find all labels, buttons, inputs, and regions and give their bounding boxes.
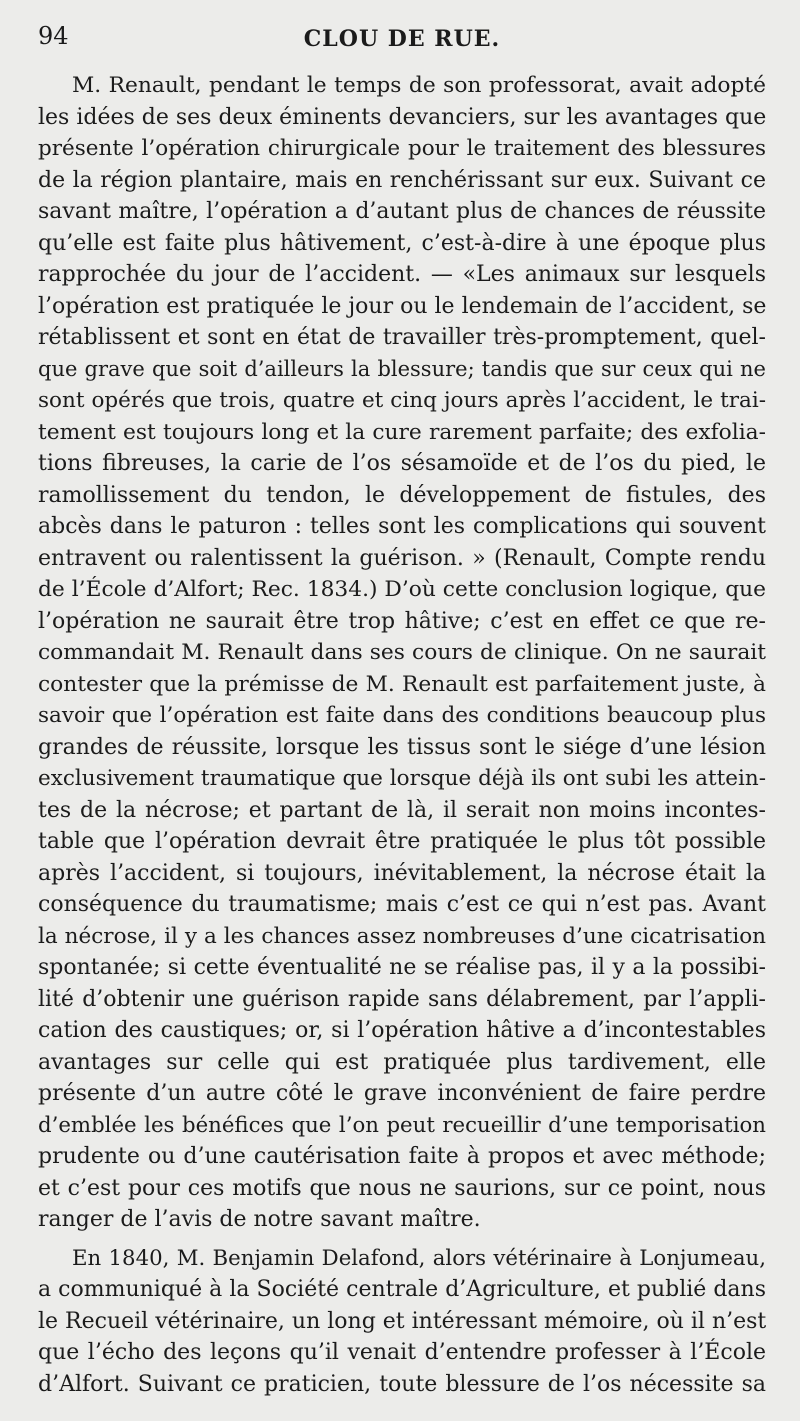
text-line: présente l’opération chirurgicale pour le traitement des blessures — [38, 136, 766, 161]
page-number: 94 — [38, 22, 69, 50]
text-line: contester que la prémisse de M. Renault est parfaitement juste, à — [38, 671, 766, 697]
text-line: tement est toujours long et la cure rarement parfaite; des exfolia- — [38, 419, 766, 445]
text-line: abcès dans le paturon : telles sont les complications qui souvent — [38, 514, 766, 539]
text-line: savoir que l’opération est faite dans des conditions beaucoup plus — [38, 703, 766, 728]
text-line: sont opérés que trois, quatre et cinq jours après l’accident, le trai- — [38, 388, 766, 413]
text-line: présente d’un autre côté le grave inconvénient de faire perdre — [38, 1081, 766, 1106]
text-line: En 1840, M. Benjamin Delafond, alors vétérinaire à Lonjumeau, — [72, 1245, 766, 1271]
paragraph-2 — [38, 1243, 766, 1401]
text-line: M. Renault, pendant le temps de son professorat, avait adopté — [72, 73, 766, 98]
text-line: tes de la nécrose; et partant de là, il serait non moins incontes- — [38, 797, 766, 823]
text-line: commandait M. Renault dans ses cours de clinique. On ne saurait — [38, 640, 766, 665]
text-line: rapprochée du jour de l’accident. — «Les animaux sur lesquels — [38, 262, 766, 287]
text-line: l’opération ne saurait être trop hâtive; c’est en effet ce que re- — [38, 608, 766, 634]
text-line: de l’École d’Alfort; Rec. 1834.) D’où cette conclusion logique, que — [38, 577, 767, 602]
text-line: prudente ou d’une cautérisation faite à propos et avec méthode; — [38, 1144, 766, 1169]
text-line: et c’est pour ces motifs que nous ne saurions, sur ce point, nous — [38, 1175, 766, 1201]
text-line: spontanée; si cette éventualité ne se réalise pas, il y a la possibi- — [38, 955, 766, 980]
text-line: rétablissent et sont en état de travailler très-promptement, quel- — [38, 325, 766, 350]
running-title: CLOU DE RUE. — [303, 26, 501, 52]
text-line: conséquence du traumatisme; mais c’est ce qui n’est pas. Avant — [38, 892, 766, 917]
text-line: a communiqué à la Société centrale d’Agriculture, et publié dans — [38, 1277, 766, 1302]
text-line: qu’elle est faite plus hâtivement, c’est-à-dire à une époque plus — [38, 230, 766, 256]
text-line: cation des caustiques; or, si l’opération hâtive a d’incontestables — [38, 1018, 766, 1043]
text-line: après l’accident, si toujours, inévitablement, la nécrose était la — [38, 860, 766, 886]
text-line: exclusivement traumatique que lorsque déjà ils ont subi les attein- — [38, 766, 766, 791]
text-line: entravent ou ralentissent la guérison. » (Renault, Compte rendu — [38, 545, 766, 571]
text-line: ramollissement du tendon, le développement de fistules, des — [38, 482, 766, 508]
text-line: de la région plantaire, mais en renchérissant sur eux. Suivant ce — [38, 167, 766, 193]
paragraph-1 — [38, 70, 766, 1236]
text-line: le Recueil vétérinaire, un long et intéressant mémoire, où il n’est — [38, 1308, 767, 1334]
text-line: grandes de réussite, lorsque les tissus sont le siége d’une lésion — [38, 734, 766, 760]
text-line: avantages sur celle qui est pratiquée plus tardivement, elle — [38, 1049, 766, 1075]
text-line: les idées de ses deux éminents devanciers, sur les avantages que — [38, 104, 767, 130]
text-line: d’emblée les bénéfices que l’on peut recueillir d’une temporisation — [38, 1112, 766, 1138]
running-head — [38, 22, 766, 62]
text-line: tions fibreuses, la carie de l’os sésamoïde et de l’os du pied, le — [38, 451, 766, 476]
text-line: d’Alfort. Suivant ce praticien, toute blessure de l’os nécessite sa — [38, 1371, 766, 1397]
text-line: l’opération est pratiquée le jour ou le lendemain de l’accident, se — [38, 293, 767, 319]
text-line: ranger de l’avis de notre savant maître. — [38, 1207, 481, 1232]
text-line: lité d’obtenir une guérison rapide sans délabrement, par l’appli- — [38, 986, 766, 1012]
text-line: que l’écho des leçons qu’il venait d’entendre professer à l’École — [38, 1340, 766, 1365]
text-line: table que l’opération devrait être pratiquée le plus tôt possible — [38, 829, 766, 854]
text-line: que grave que soit d’ailleurs la blessure; tandis que sur ceux qui ne — [38, 356, 766, 381]
text-line: la nécrose, il y a les chances assez nombreuses d’une cicatrisation — [38, 923, 766, 949]
text-line: savant maître, l’opération a d’autant plus de chances de réussite — [38, 199, 766, 224]
